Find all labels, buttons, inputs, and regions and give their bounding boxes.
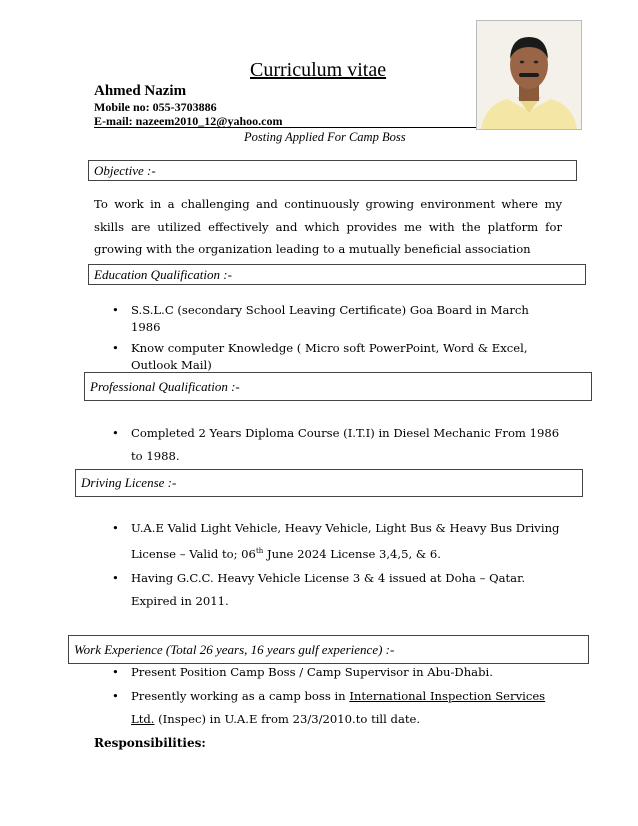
document-title: Curriculum vitae: [250, 59, 387, 81]
candidate-name: Ahmed Nazim: [94, 83, 187, 99]
list-item: • Presently working as a camp boss in International Inspection Services Ltd. (Inspec) in U.A.E from 23/3/2010.to till date.: [112, 689, 546, 726]
professional-heading: Professional Qualification :-: [84, 372, 592, 401]
mobile-number: Mobile no: 055-3703886: [94, 100, 217, 114]
objective-text: To work in a challenging and continuously growing environment where my skills are utilized effectively and which provides me with the platform for growing with the organization leading to a mutually beneficial association: [94, 197, 562, 256]
work-heading: Work Experience (Total 26 years, 16 years gulf experience) :-: [68, 635, 589, 664]
driving-list: [105, 517, 565, 613]
education-heading: Education Qualification :-: [88, 264, 586, 285]
list-item: • Completed 2 Years Diploma Course (I.T.I) in Diesel Mechanic From 1986 to 1988.: [112, 426, 560, 463]
email-address: E-mail: nazeem2010_12@yahoo.com: [94, 114, 283, 128]
driving-heading: Driving License :-: [75, 469, 583, 497]
list-item: • Having G.C.C. Heavy Vehicle License 3 & 4 issued at Doha – Qatar. Expired in 2011.: [112, 570, 526, 608]
list-item: • Know computer Knowledge ( Micro soft PowerPoint, Word & Excel, Outlook Mail): [112, 341, 528, 372]
list-item: • Present Position Camp Boss / Camp Supervisor in Abu-Dhabi.: [112, 665, 493, 679]
objective-heading: Objective :-: [88, 160, 577, 181]
employer-link[interactable]: International Inspection Services Ltd.: [131, 689, 546, 726]
professional-list: [105, 422, 565, 467]
work-list: [105, 661, 565, 731]
education-list: [105, 302, 545, 374]
posting-applied: Posting Applied For Camp Boss: [244, 130, 406, 144]
responsibilities-label: Responsibilities:: [94, 736, 206, 750]
profile-photo: [476, 20, 582, 130]
list-item: • U.A.E Valid Light Vehicle, Heavy Vehicle, Light Bus & Heavy Bus Driving License – Valid to; 06th June 2024 License 3,4,5, & 6.: [112, 521, 560, 561]
list-item: • S.S.L.C (secondary School Leaving Certificate) Goa Board in March 1986: [112, 303, 529, 334]
